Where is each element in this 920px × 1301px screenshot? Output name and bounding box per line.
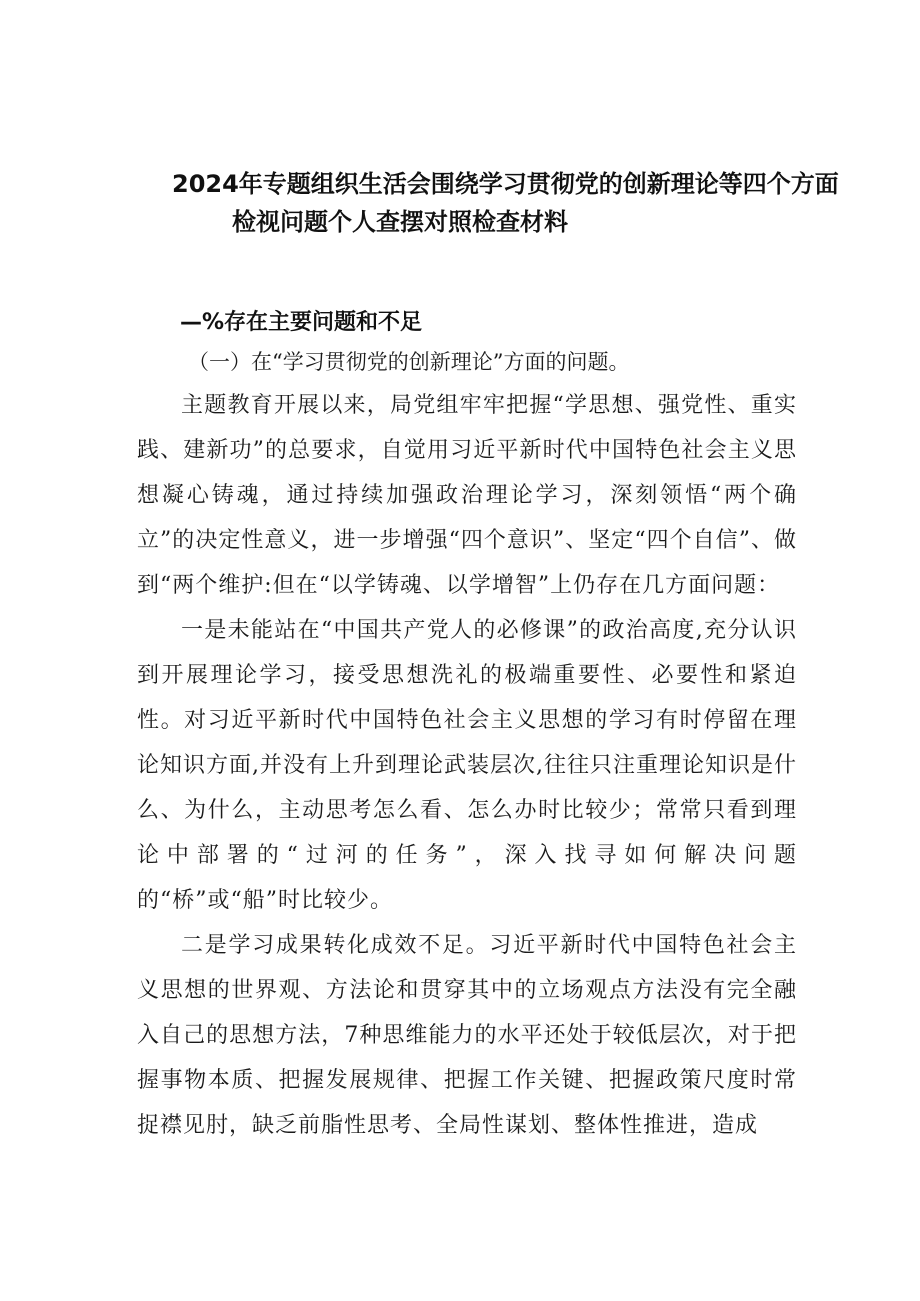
title-line-1: 2024年专题组织生活会围绕学习贯彻党的创新理论等四个方面	[172, 170, 839, 198]
paragraph-point-2: 二是学习成果转化成效不足。习近平新时代中国特色社会主义思想的世界观、方法论和贯穿其中的立场观点方法没有完全融入自己的思想方法，7种思维能力的水平还处于较低层次，对于把握事物本质、把握发展规律、把握工作关键、把握政策尺度时常捉襟见肘，缺乏前脂性思考、全局性谋划、整体性推进，造成	[137, 933, 797, 1138]
body-text	[137, 383, 797, 1148]
title-line-2: 检视问题个人查摆对照检查材料	[232, 208, 568, 236]
sub-heading: （一）在“学习贯彻党的创新理论”方面的问题。	[188, 350, 630, 374]
paragraph-point-1: 一是未能站在“中国共产党人的必修课”的政治高度,充分认识到开展理论学习，接受思想洗礼的极端重要性、必要性和紧迫性。对习近平新时代中国特色社会主义思想的学习有时停留在理论知识方面,并没有上升到理论武装层次,往往只注重理论知识是什么、为什么，主动思考怎么看、怎么办时比较少；常常只看到理论中部署的“过河的任务”，深入找寻如何解决问题的“桥”或“船”时比较少。	[137, 618, 797, 913]
section-heading: —%存在主要问题和不足	[180, 310, 423, 335]
paragraph-intro: 主题教育开展以来，局党组牢牢把握“学思想、强党性、重实践、建新功”的总要求，自觉用习近平新时代中国特色社会主义思想凝心铸魂，通过持续加强政治理论学习，深刻领悟“两个确立”的决定性意义，进一步增强“四个意识”、坚定“四个自信”、做到“两个维护:但在“以学铸魂、以学增智”上仍存在几方面问题：	[137, 393, 797, 598]
document-title	[120, 165, 840, 241]
